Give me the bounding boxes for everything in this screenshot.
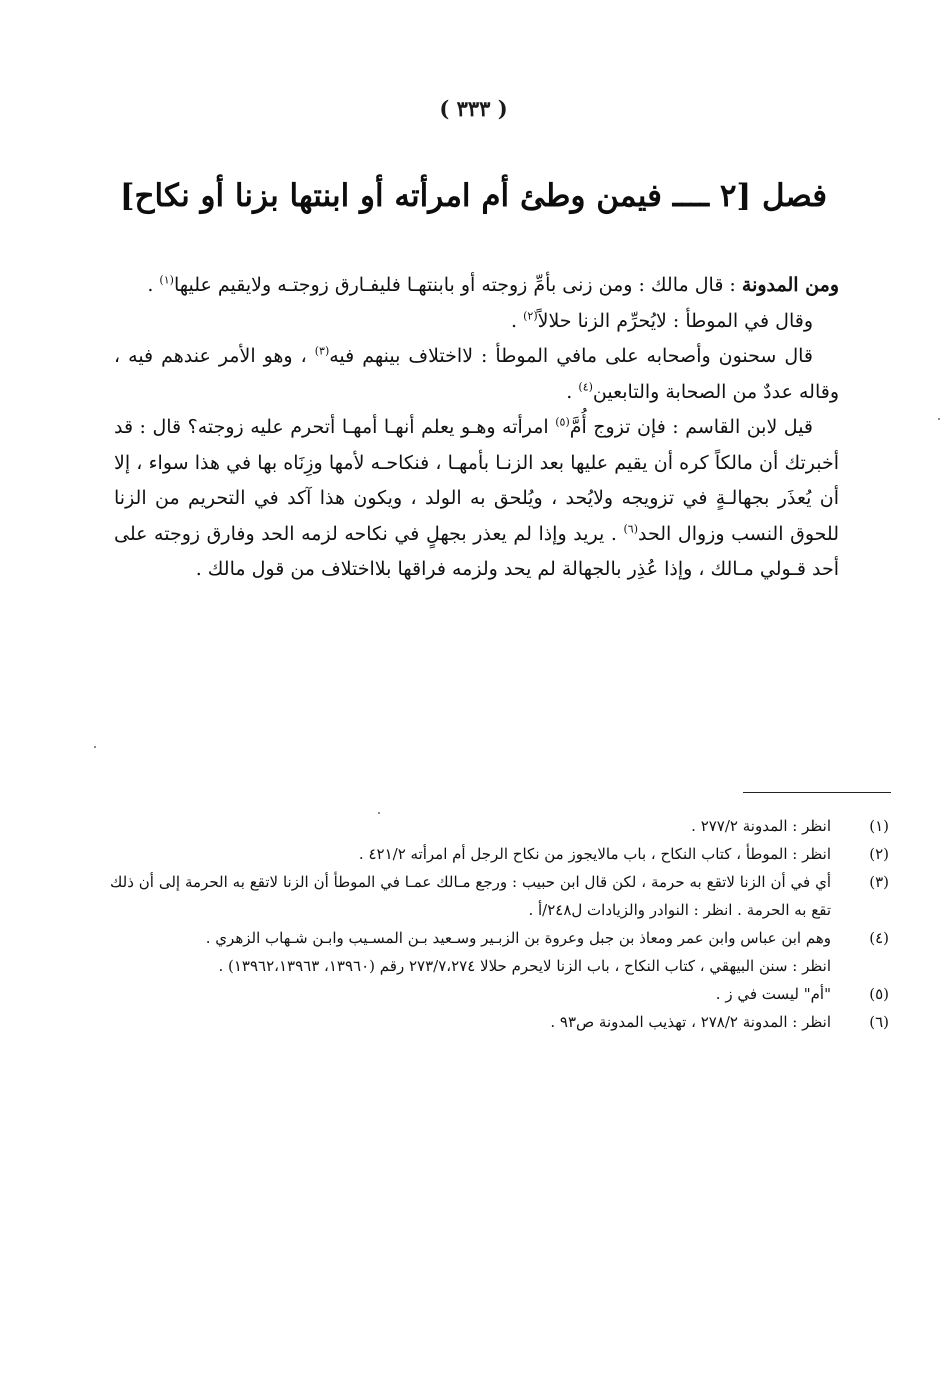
footnote-ref[interactable]: (١): [159, 273, 174, 287]
footnote-ref[interactable]: (٢): [523, 309, 538, 323]
paragraph-tail: .: [147, 274, 160, 296]
paragraph-text-continued: ، وهو الأمر عندهم فيه ، وقاله عددٌ من الصحابة والتابعين: [114, 345, 839, 403]
footnote-item: [110, 952, 891, 980]
footnote-item: [110, 980, 891, 1008]
paragraph-text: : قال مالك : ومن زنى بأمِّ زوجته أو بابنتهـا فليفـارق زوجتـه ولايقيم عليها: [173, 274, 742, 296]
footnote-text: أي في أن الزنا لاتقع به حرمة ، لكن قال ابن حبيب : ورجع مـالك عمـا في الموطأ أن الزنا لاتقع به الحرمة إلى أن ذلك تقع به الحرمة . انظر : النوادر والزيادات ل٢٤٨/أ .: [110, 873, 831, 919]
footnote-number: (٤): [869, 929, 889, 947]
footnote-number: (٦): [869, 1013, 889, 1031]
footnote-text: "أم" ليست في ز .: [715, 985, 831, 1003]
footnote-text: انظر : الموطأ ، كتاب النكاح ، باب مالايجوز من نكاح الرجل أم امرأته ٤٢١/٢ .: [358, 845, 831, 863]
paragraph-text-continued: امرأته وهـو يعلم أنهـا أمهـا أتحرم عليه زوجته؟ قال : قد أخبرتك أن مالكاً كره أن يقيم عليها بعد الزنـا بأمهـا ، فنكاحـه لأمها وزِنَاه بها في هذا سواء ، إلا أن يُعذَر بجهالـةٍ في تزويجه ولايُحد ، ويُلحق به الولد ، ويكون هذا آكد في التحريم من الزنا للحوق النسب وزوال الحد: [114, 416, 839, 545]
footnote-ref[interactable]: (٦): [623, 522, 638, 536]
scan-speck: [94, 746, 96, 748]
page-number: ( ٣٣٣ ): [439, 96, 508, 121]
chapter-title: فصل [٢ ــــ فيمن وطئ أم امرأته أو ابنتها بزنا أو نكاح]: [119, 178, 828, 214]
footnote-ref[interactable]: (٤): [578, 380, 593, 394]
footnotes: [110, 812, 891, 1036]
scan-speck: [378, 812, 380, 814]
paragraph-text: وقال في الموطأ : لايُحرِّم الزنا حلالاً: [537, 309, 813, 332]
footnote-item: [110, 812, 891, 840]
paragraph-text: قيل لابن القاسم : فإن تزوج أُمَّ: [569, 416, 814, 438]
body-text: [114, 268, 839, 588]
footnote-item: [110, 840, 891, 868]
footnote-text: وهم ابن عباس وابن عمر ومعاذ بن جبل وعروة بن الزبـير وسـعيد بـن المسـيب وابـن شـهاب الزهري .: [205, 929, 831, 947]
paragraph-tail: . يريد وإذا لم يعذر بجهلٍ في نكاحه لزمه الحد وفارق زوجته على أحد قـولي مـالك ، وإذا عُذِر بالجهالة لم يحد ولزمه فراقها بلااختلاف من قول مالك .: [114, 522, 839, 580]
paragraph-tail: .: [566, 380, 579, 403]
footnote-ref[interactable]: (٥): [555, 415, 570, 429]
footnote-number: (١): [869, 817, 889, 835]
paragraph-1: [114, 268, 839, 304]
footnote-separator: [743, 792, 891, 793]
footnote-item: [110, 868, 891, 924]
paragraph-text: قال سحنون وأصحابه على مافي الموطأ : لااختلاف بينهم فيه: [329, 345, 813, 367]
footnote-text: انظر : المدونة ٢٧٧/٢ .: [691, 817, 831, 835]
paragraph-lead: ومن المدونة: [741, 274, 839, 296]
footnote-number: (٢): [869, 845, 889, 863]
paragraph-tail: .: [511, 309, 524, 332]
footnote-text: انظر : سنن البيهقي ، كتاب النكاح ، باب الزنا لايحرم حلالا ٢٧٣/٧،٢٧٤ رقم (١٣٩٦٠، ١٣٩٦٢،١٣٩٦٣) .: [218, 957, 831, 975]
footnote-text: انظر : المدونة ٢٧٨/٢ ، تهذيب المدونة ص٩٣ .: [550, 1013, 831, 1031]
footnote-item: [110, 924, 891, 952]
scan-speck: [938, 418, 940, 420]
footnote-number: (٣): [869, 873, 889, 891]
footnote-item: [110, 1008, 891, 1036]
paragraph-4: [114, 410, 839, 588]
paragraph-2: [114, 304, 839, 340]
paragraph-3: [114, 339, 839, 410]
footnote-number: (٥): [869, 985, 889, 1003]
footnote-ref[interactable]: (٣): [314, 344, 330, 358]
